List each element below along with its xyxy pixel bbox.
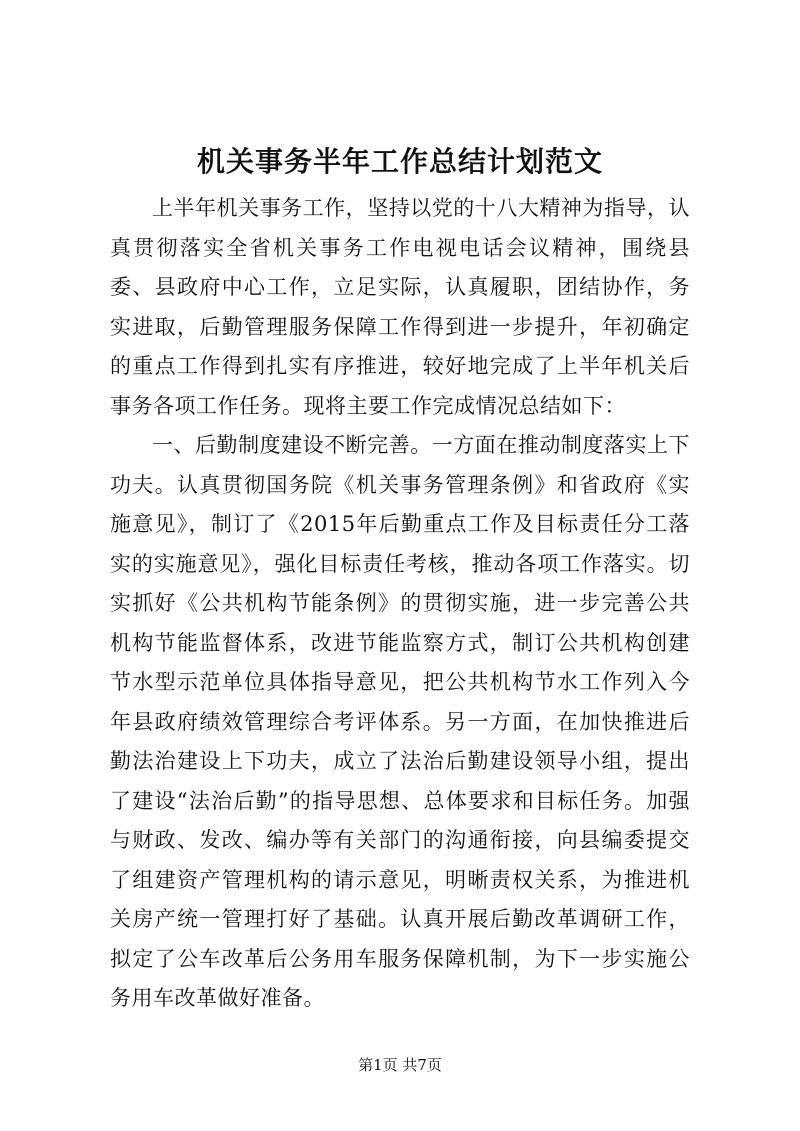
paragraph-section-1: 一、后勤制度建设不断完善。一方面在推动制度落实上下功夫。认真贯彻国务院《机关事务管理条例》和省政府《实施意见》，制订了《2015年后勤重点工作及目标责任分工落实的实施意见》，强化目标责任考核，推动各项工作落实。切实抓好《公共机构节能条例》的贯彻实施，进一步完善公共机构节能监督体系，改进节能监察方式，制订公共机构创建节水型示范单位具体指导意见，把公共机构节水工作列入今年县政府绩效管理综合考评体系。另一方面，在加快推进后勤法治建设上下功夫，成立了法治后勤建设领导小组，提出了建设“法治后勤”的指导思想、总体要求和目标任务。加强与财政、发改、编办等有关部门的沟通衔接，向县编委提交了组建资产管理机构的请示意见，明晰责权关系，为推进机关房产统一管理打好了基础。认真开展后勤改革调研工作，拟定了公车改革后公务用车服务保障机制，为下一步实施公务用车改革做好准备。 <box>110 433 690 1010</box>
paragraph-intro: 上半年机关事务工作，坚持以党的十八大精神为指导，认真贯彻落实全省机关事务工作电视电话会议精神，围绕县委、县政府中心工作，立足实际，认真履职，团结协作，务实进取，后勤管理服务保障工作得到进一步提升，年初确定的重点工作得到扎实有序推进，较好地完成了上半年机关后事务各项工作任务。现将主要工作完成情况总结如下： <box>110 196 690 418</box>
document-body <box>110 145 690 1019</box>
document-title: 机关事务半年工作总结计划范文 <box>196 145 603 178</box>
page-number: 第1页 共7页 <box>358 1056 442 1074</box>
page-footer <box>0 1055 800 1075</box>
